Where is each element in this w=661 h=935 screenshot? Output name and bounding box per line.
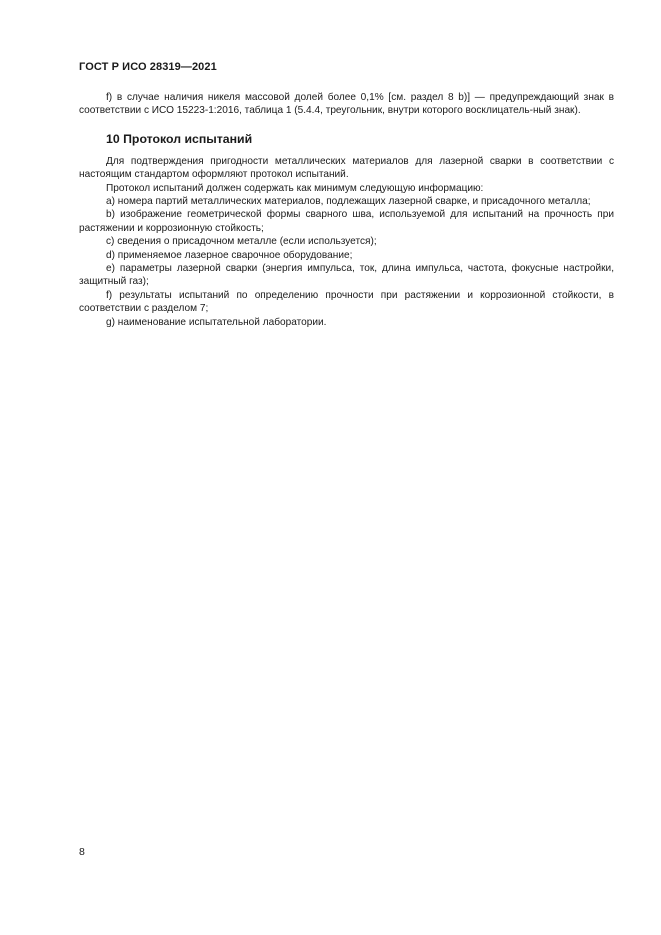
section-intro-paragraph: Для подтверждения пригодности металлических материалов для лазерной сварки в соответствии с настоящим стандартом оформляют протокол испытаний.: [79, 155, 614, 181]
list-item-d: d) применяемое лазерное сварочное оборудование;: [106, 249, 353, 261]
page-content: [79, 91, 614, 329]
section-title: 10 Протокол испытаний: [106, 131, 253, 146]
list-item-e: e) параметры лазерной сварки (энергия импульса, ток, длина импульса, частота, фокусные настройки, защитный газ);: [79, 263, 614, 288]
section-requirements-paragraph: Протокол испытаний должен содержать как минимум следующую информацию:: [106, 182, 484, 194]
list-item-a: a) номера партий металлических материалов, подлежащих лазерной сварке, и присадочного металла;: [106, 196, 591, 208]
document-header: ГОСТ Р ИСО 28319—2021: [79, 61, 217, 73]
list-item-g: g) наименование испытательной лаборатории.: [106, 316, 327, 328]
list-item-c: c) сведения о присадочном металле (если используется);: [106, 236, 377, 248]
list-item-b: b) изображение геометрической формы сварного шва, используемой для испытаний на прочность при растяжении и коррозионную стойкость;: [79, 209, 614, 234]
list-item-f: f) результаты испытаний по определению прочности при растяжении и коррозионной стойкости, в соответствии с разделом 7;: [79, 289, 614, 315]
page-number: 8: [79, 846, 85, 858]
list-item-f-nickel-warning: f) в случае наличия никеля массовой долей более 0,1% [см. раздел 8 b)] — предупреждающий знак в соответствии с ИСО 15223-1:2016, таблица 1 (5.4.4, треугольник, внутри которого восклицатель-ный знак).: [79, 92, 614, 117]
